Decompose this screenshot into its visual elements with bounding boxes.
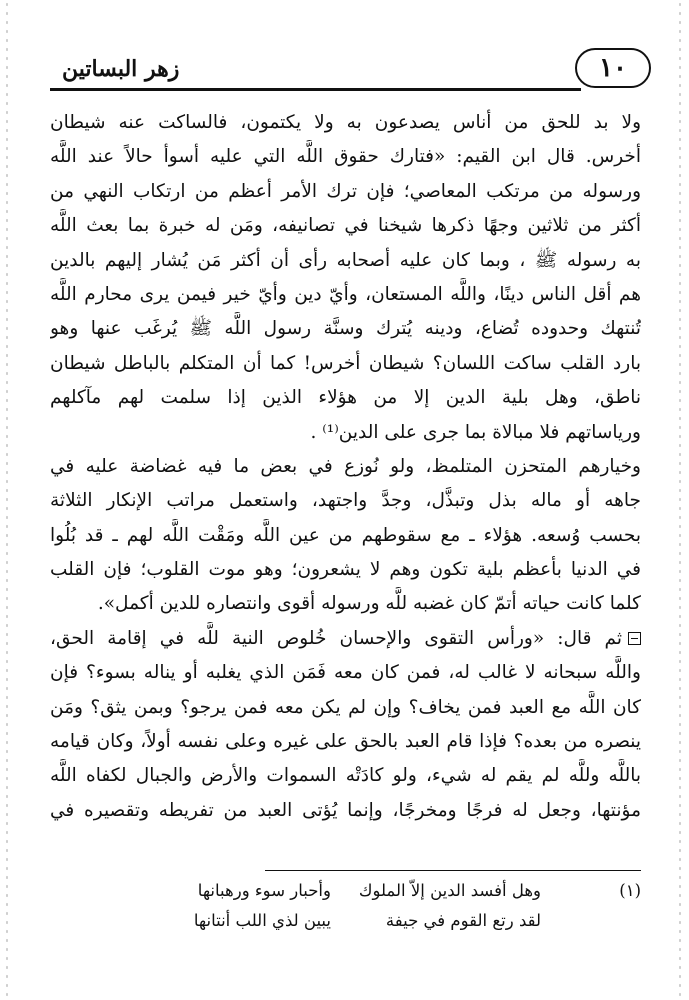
footnote-verse-row [50, 906, 641, 936]
page-number: ١٠ [599, 53, 627, 83]
verse-second-hemistich: وأحبار سوء ورهبانها [197, 881, 331, 900]
verse-first-hemistich: لقد رتع القوم في جيفة [385, 911, 541, 930]
text-line: ولا بد للحق من أناس يصدعون به ولا يكتمون، فالساكت عنه شيطان [50, 112, 641, 133]
text-line: في الدنيا بأعظم بلية تكون وهم لا يشعرون؛ وهو موت القلوب؛ فإن القلب [50, 559, 641, 581]
scan-edge-right [677, 0, 683, 1000]
body-text [50, 106, 641, 828]
text-line: كان اللَّه مع العبد فمن يخاف؟ وإن لم يكن معه فمن يرجو؟ وبمن يثق؟ ومَن [50, 696, 641, 718]
text-line: بحسب وُسعه. هؤلاء ـ مع سقوطهم من عين اللَّه ومَقْت اللَّه لهم ـ قد بُلُوا [50, 524, 641, 546]
footnote-rule [265, 870, 641, 871]
page-number-badge [575, 48, 651, 88]
text-line: أكثر من ثلاثين وجهًا ذكرها شيخنا في تصانيفه، ومَن له خبرة بما بعث اللَّه [50, 215, 641, 237]
verse-second-hemistich: يبين لذي اللب أنتانها [193, 911, 331, 930]
paragraph-3 [50, 622, 641, 828]
scan-edge-left [4, 0, 10, 1000]
page-header [50, 48, 651, 92]
verse-first-hemistich: وهل أفسد الدين إلاّ الملوك [358, 881, 541, 900]
text-line: هم أقل الناس دينًا، واللَّه المستعان، وأيّ دين وأيّ خير فيمن يرى محارم اللَّه [50, 283, 641, 305]
square-marker-icon [628, 632, 641, 645]
text-line: ناطق، وهل بلية الدين إلا من هؤلاء الذين إذا سلمت لهم مآكلهم [50, 387, 641, 409]
text-line: وخيارهم المتحزن المتلمظ، ولو نُوزع في بعض ما فيه غضاضة عليه في [50, 455, 641, 477]
text-line: مؤنتها، وجعل له فرجًا ومخرجًا، وإنما يُؤتى العبد من تفريطه وتقصيره في [50, 799, 641, 821]
text-line: تُنتهك وحدوده تُضاع، ودينه يُترك وسنَّة رسول اللَّه ﷺ يُرغَب عنها وهو [50, 318, 641, 340]
text-line: ينصره من بعده؟ فإذا قام العبد بالحق على غيره وعلى نفسه أولاً، وكان قيامه [50, 731, 641, 753]
text-line: ورسوله من مرتكب المعاصي؛ فإن ترك الأمر أعظم من ارتكاب النهي من [50, 180, 641, 202]
text-line: باللَّه وللَّه لم يقم له شيء، ولو كادَتْه السموات والأرض والجبال لكفاه اللَّه [50, 765, 641, 787]
text-line-with-marker [50, 622, 641, 656]
text-line: ورياساتهم فلا مبالاة بما جرى على الدين⁽¹⁾ . [310, 421, 641, 443]
text-line: بارد القلب ساكت اللسان؟ شيطان أخرس! كما أن المتكلم بالباطل شيطان [50, 352, 641, 374]
footnotes [50, 876, 641, 936]
text-line: ثم قال: «ورأس التقوى والإحسان خُلوص النية للَّه في إقامة الحق، [50, 627, 622, 649]
footnote-verse-row [50, 876, 641, 906]
text-line: جاهه أو ماله بذل وتبذَّل، وجدَّ واجتهد، واستعمل مراتب الإنكار الثلاثة [50, 490, 641, 512]
text-line: به رسوله ﷺ ، وبما كان عليه أصحابه رأى أن أكثر مَن يُشار إليهم بالدين [50, 249, 641, 271]
text-line: واللَّه سبحانه لا غالب له، فمن كان معه فَمَن الذي يغلبه أو يناله بسوء؟ فإن [50, 662, 641, 684]
paragraph-1 [50, 106, 641, 450]
text-line: كلما كانت حياته أتمّ كان غضبه للَّه ورسوله أقوى وانتصاره للدين أكمل». [97, 593, 641, 615]
header-rule [50, 88, 581, 91]
text-line: أخرس. قال ابن القيم: «فتارك حقوق اللَّه التي عليه أسوأ حالاً عند اللَّه [50, 146, 641, 168]
running-title: زهر البساتين [62, 56, 180, 82]
paragraph-2 [50, 450, 641, 622]
footnote-number: (١) [619, 881, 641, 900]
